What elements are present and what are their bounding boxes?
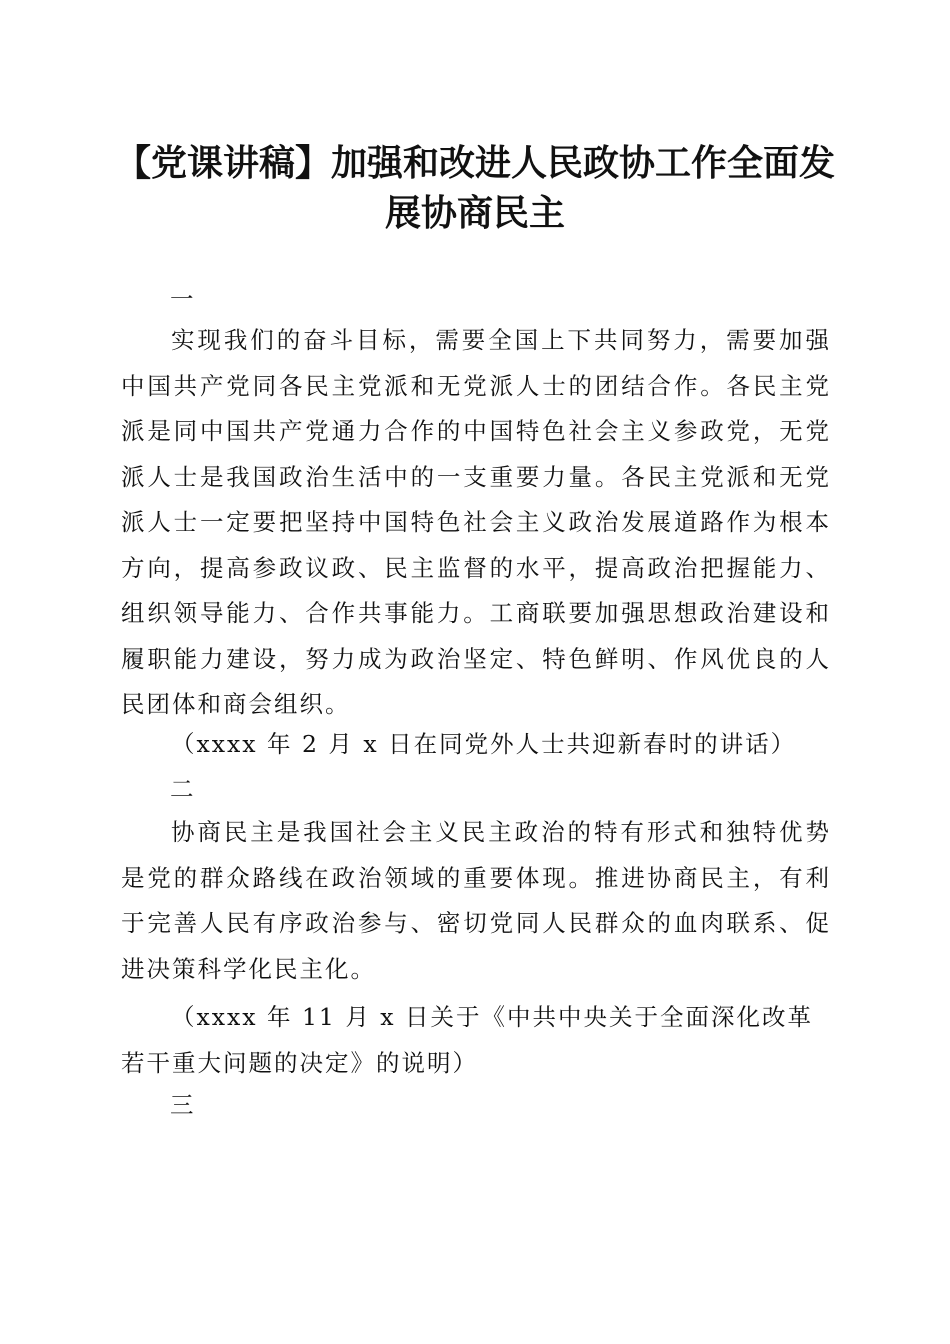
document-title: 【党课讲稿】加强和改进人民政协工作全面发展协商民主 bbox=[114, 142, 835, 234]
section-number-3: 三 bbox=[170, 1091, 194, 1119]
section-2-source: （xxxx 年 11 月 x 日关于《中共中央关于全面深化改革若干重大问题的决定》的说明） bbox=[121, 1003, 814, 1077]
section-number-2: 二 bbox=[170, 775, 194, 803]
section-number-1: 一 bbox=[170, 285, 194, 313]
section-1-source: （xxxx 年 2 月 x 日在同党外人士共迎新春时的讲话） bbox=[171, 730, 797, 758]
section-2-paragraph: 协商民主是我国社会主义民主政治的特有形式和独特优势是党的群众路线在政治领域的重要体现。推进协商民主，有利于完善人民有序政治参与、密切党同人民群众的血肉联系、促进决策科学化民主化。 bbox=[121, 818, 831, 983]
section-1-paragraph: 实现我们的奋斗目标，需要全国上下共同努力，需要加强中国共产党同各民主党派和无党派人士的团结合作。各民主党派是同中国共产党通力合作的中国特色社会主义参政党，无党派人士是我国政治生活中的一支重要力量。各民主党派和无党派人士一定要把坚持中国特色社会主义政治发展道路作为根本方向，提高参政议政、民主监督的水平，提高政治把握能力、组织领导能力、合作共事能力。工商联要加强思想政治建设和履职能力建设，努力成为政治坚定、特色鲜明、作风优良的人民团体和商会组织。 bbox=[121, 326, 831, 718]
